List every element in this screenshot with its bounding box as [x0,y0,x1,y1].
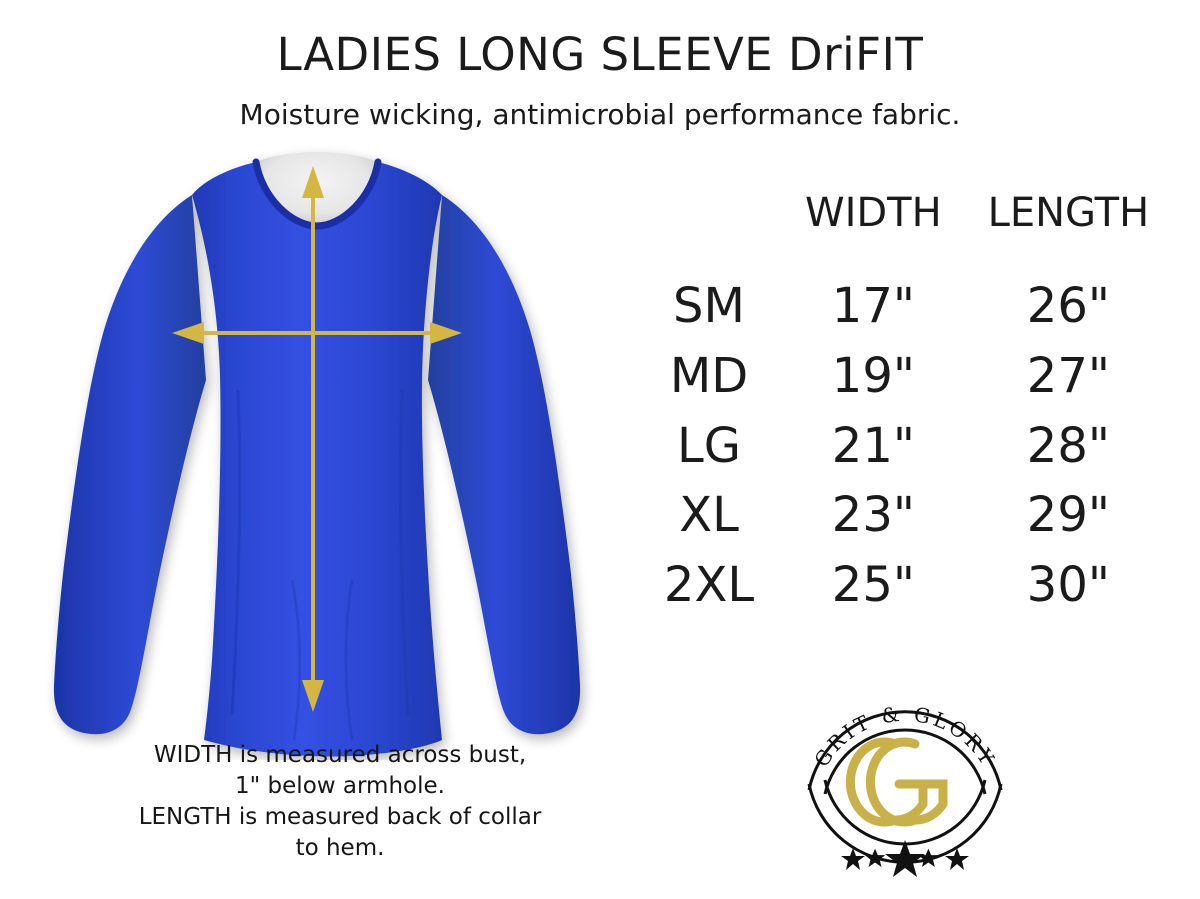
cell-length: 28" [1026,417,1110,474]
brand-logo [795,672,1015,882]
table-row [634,551,1174,621]
measurement-notes [60,740,620,864]
cell-length: 26" [1026,278,1110,334]
cell-width: 25" [831,557,915,613]
page-title: LADIES LONG SLEEVE DriFIT [276,28,924,81]
table-header-row [634,190,1174,272]
column-header-size [634,190,784,272]
size-chart-table [634,190,1174,621]
shirt-illustration [42,140,632,760]
cell-length: 27" [1026,347,1110,404]
cell-length: 30" [1026,557,1110,613]
table-row [634,481,1174,551]
note-line-2: 1" below armhole. [235,773,445,799]
logo-monogram [850,742,943,822]
note-line-3: LENGTH is measured back of collar [138,804,542,830]
note-line-1: WIDTH is measured across bust, [153,742,527,768]
cell-width: 19" [831,347,915,404]
page-subtitle: Moisture wicking, antimicrobial performance fabric. [239,98,961,131]
column-header-length: LENGTH [987,190,1150,236]
table-row [634,342,1174,412]
cell-width: 17" [831,278,915,334]
table-row [634,272,1174,342]
cell-size: MD [669,347,749,404]
cell-size: SM [673,278,745,334]
table-row [634,412,1174,482]
column-header-width: WIDTH [805,190,942,236]
cell-length: 29" [1026,487,1110,544]
logo-stars [841,840,969,877]
logo-arc-text: GRIT & GLORY [809,701,1001,772]
cell-size: XL [679,487,739,544]
cell-size: LG [677,417,741,474]
cell-width: 23" [831,487,915,544]
shirt-body [54,152,580,756]
cell-width: 21" [831,417,915,474]
cell-size: 2XL [663,557,755,613]
note-line-4: to hem. [295,835,385,861]
